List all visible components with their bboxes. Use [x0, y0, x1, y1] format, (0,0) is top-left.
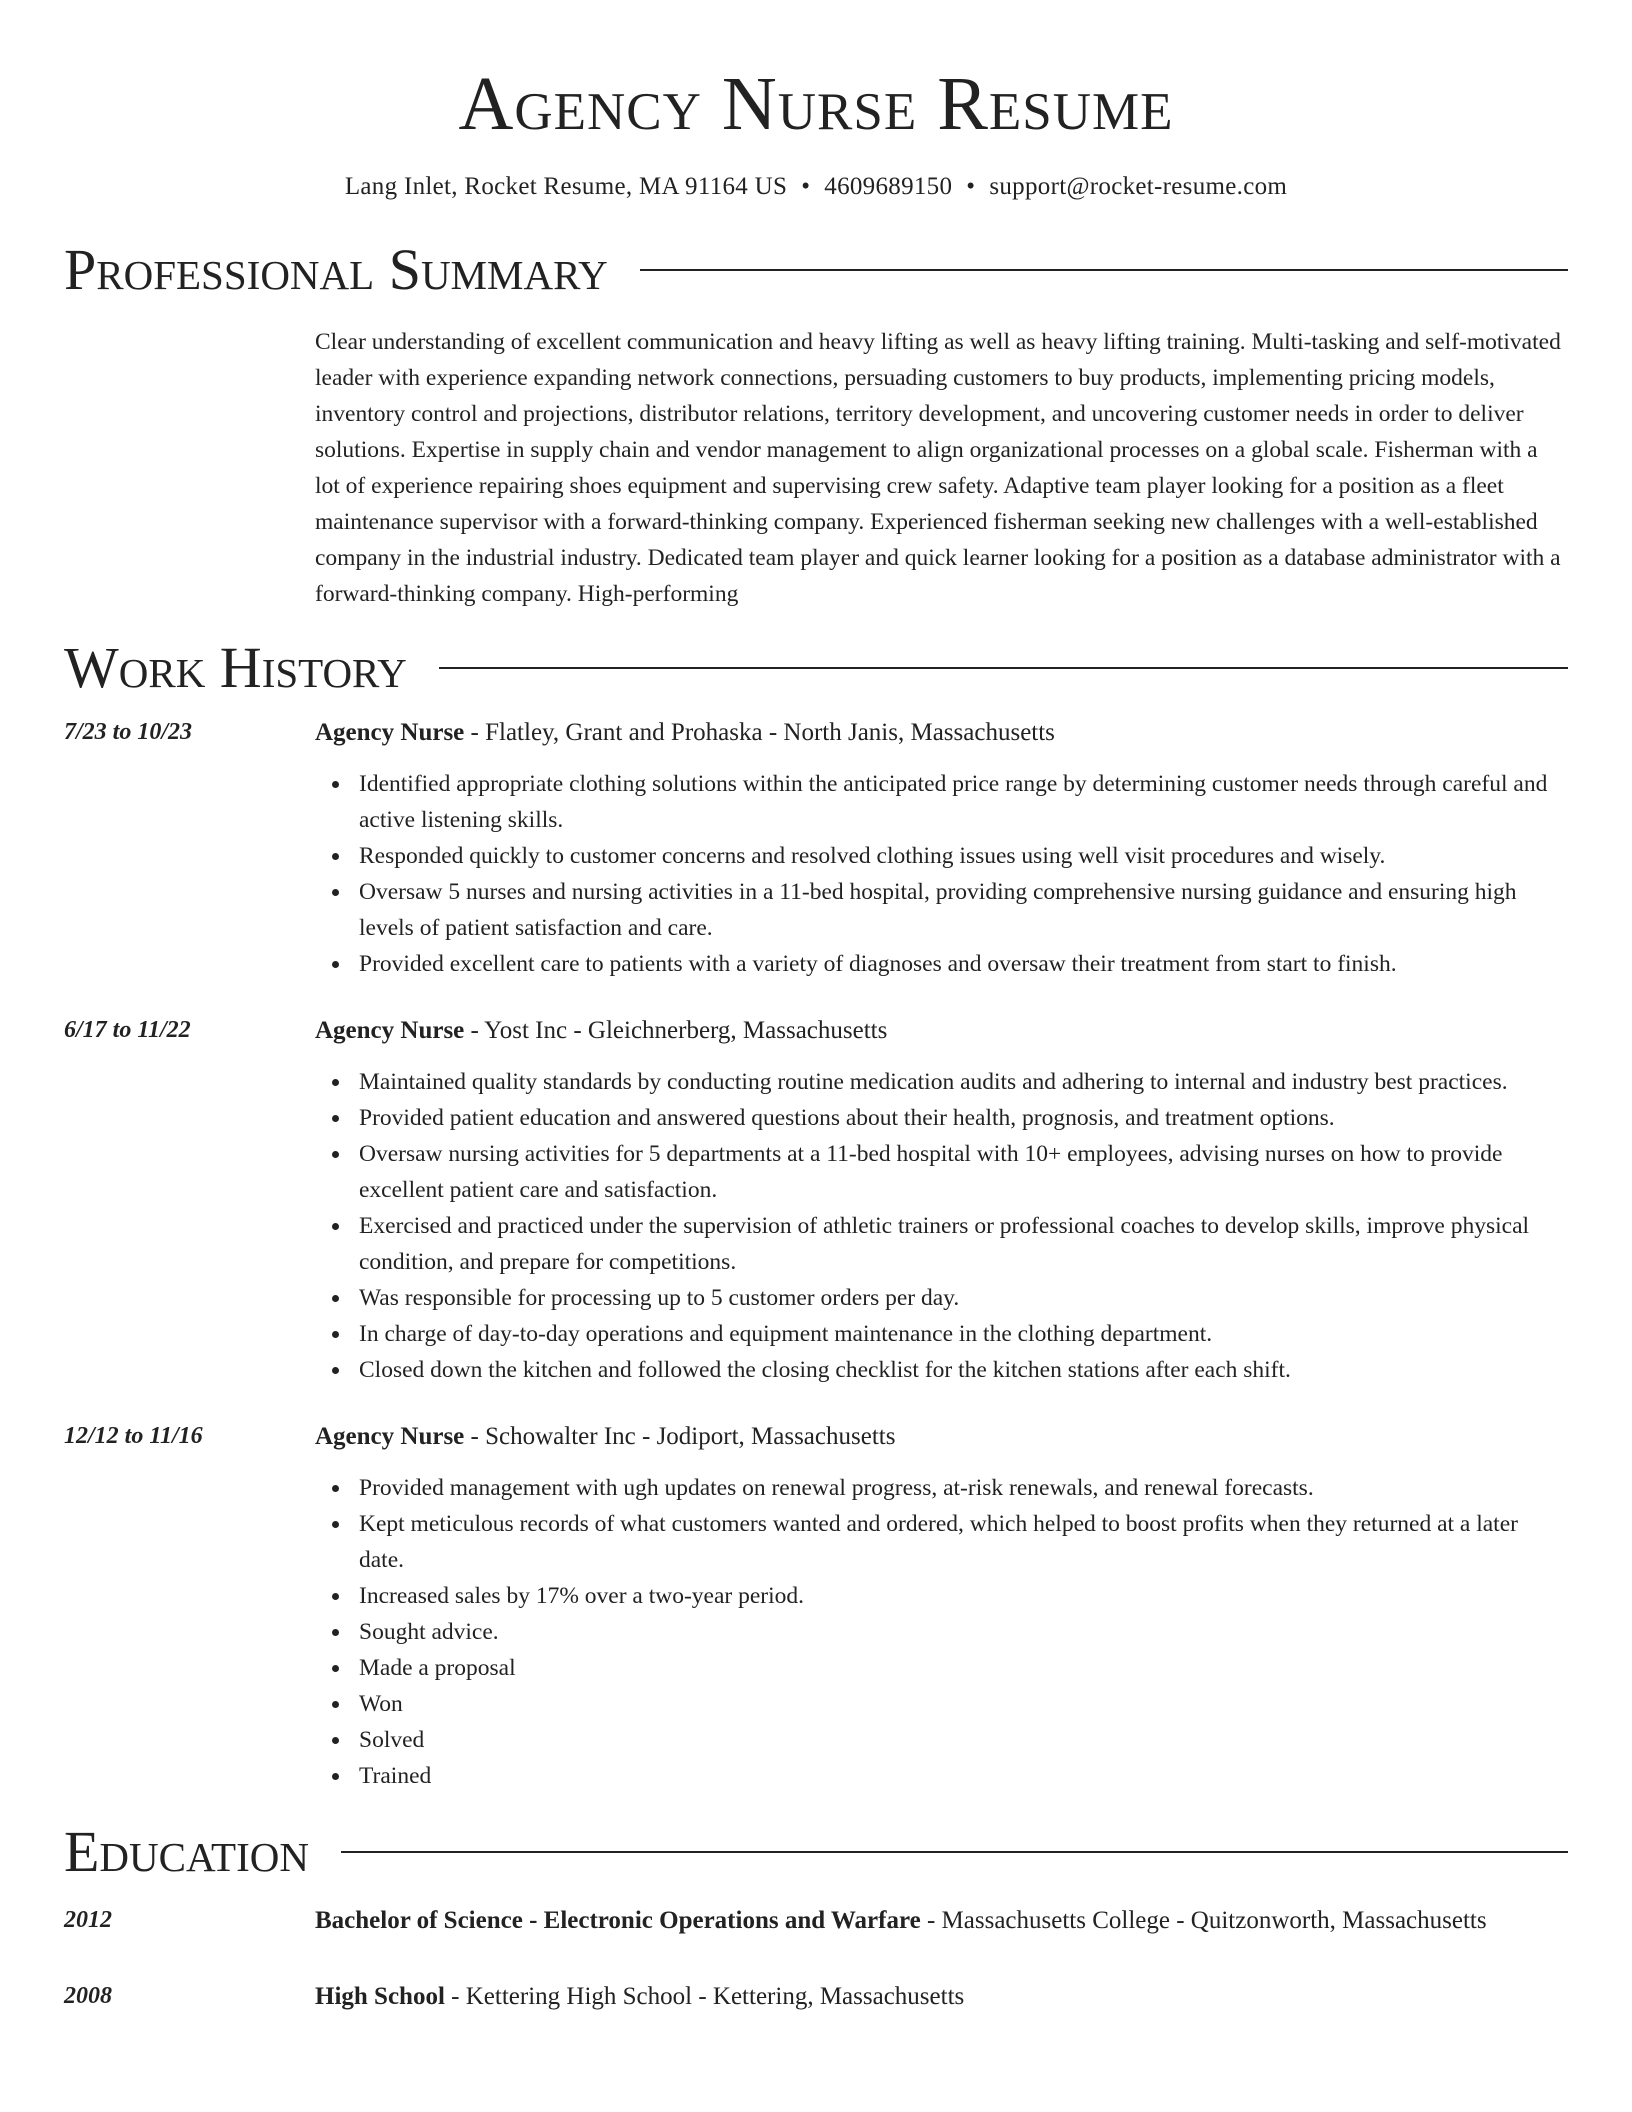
education-section-header [64, 1820, 1568, 1884]
job-bullet: Solved [359, 1722, 1568, 1758]
contact-separator: • [801, 173, 811, 200]
job-bullet: Increased sales by 17% over a two-year period. [359, 1578, 1568, 1614]
job-details: - Yost Inc - Gleichnerberg, Massachusetts [464, 1017, 888, 1044]
job-bullet: Sought advice. [359, 1614, 1568, 1650]
resume-page [64, 0, 1568, 2016]
job-entry [64, 714, 1568, 982]
education-year: 2012 [64, 1907, 112, 1933]
contact-separator: • [966, 173, 976, 200]
education-details: - Massachusetts College - Quitzonworth, Massachusetts [920, 1907, 1487, 1934]
job-bullet: Made a proposal [359, 1650, 1568, 1686]
job-body [315, 714, 1568, 982]
job-dates: 6/17 to 11/22 [64, 1017, 191, 1043]
job-bullet: In charge of day-to-day operations and equipment maintenance in the clothing department. [359, 1316, 1568, 1352]
job-bullet: Responded quickly to customer concerns and resolved clothing issues using well visit procedures and wisely. [359, 838, 1568, 874]
education-heading: Education [64, 1819, 309, 1884]
job-bullet: Was responsible for processing up to 5 customer orders per day. [359, 1280, 1568, 1316]
work-section-header [64, 636, 1568, 700]
job-heading [315, 1012, 1568, 1050]
education-heading-line [315, 1978, 1568, 2016]
job-entry [64, 1012, 1568, 1388]
work-heading: Work History [64, 635, 407, 700]
job-body [315, 1418, 1568, 1794]
job-bullet: Kept meticulous records of what customers wanted and ordered, which helped to boost profits when they returned at a later date. [359, 1506, 1568, 1578]
job-dates: 12/12 to 11/16 [64, 1423, 203, 1449]
job-bullet: Exercised and practiced under the supervision of athletic trainers or professional coaches to develop skills, improve physical condition, and prepare for competitions. [359, 1208, 1568, 1280]
education-entry [64, 1978, 1568, 2016]
contact-phone: 4609689150 [824, 173, 953, 200]
job-heading [315, 1418, 1568, 1456]
job-bullet: Oversaw nursing activities for 5 departments at a 11-bed hospital with 10+ employees, advising nurses on how to provide excellent patient care and satisfaction. [359, 1136, 1568, 1208]
education-degree: Bachelor of Science - Electronic Operations and Warfare [315, 1907, 921, 1934]
job-bullet: Oversaw 5 nurses and nursing activities in a 11-bed hospital, providing comprehensive nursing guidance and ensuring high levels of patient satisfaction and care. [359, 874, 1568, 946]
job-bullet: Identified appropriate clothing solutions within the anticipated price range by determining customer needs through careful and active listening skills. [359, 766, 1568, 838]
job-body [315, 1012, 1568, 1388]
section-divider [439, 667, 1568, 669]
job-bullets [315, 1064, 1568, 1388]
job-heading [315, 714, 1568, 752]
education-list [64, 1902, 1568, 2016]
job-bullet: Provided excellent care to patients with a variety of diagnoses and oversaw their treatment from start to finish. [359, 946, 1568, 982]
job-entry [64, 1418, 1568, 1794]
education-body [315, 1902, 1568, 1940]
education-year: 2008 [64, 1983, 112, 2009]
job-details: - Schowalter Inc - Jodiport, Massachusetts [464, 1423, 896, 1450]
contact-address: Lang Inlet, Rocket Resume, MA 91164 US [344, 173, 788, 200]
summary-heading: Professional Summary [64, 237, 608, 302]
job-bullet: Provided patient education and answered questions about their health, prognosis, and treatment options. [359, 1100, 1568, 1136]
education-heading-line [315, 1902, 1568, 1940]
job-bullet: Won [359, 1686, 1568, 1722]
education-body [315, 1978, 1568, 2016]
section-divider [640, 269, 1568, 271]
work-history-list [64, 714, 1568, 1794]
education-details: - Kettering High School - Kettering, Massachusetts [444, 1983, 965, 2010]
summary-section-header [64, 238, 1568, 302]
resume-title: Agency Nurse Resume [458, 62, 1174, 146]
section-divider [341, 1851, 1568, 1853]
job-details: - Flatley, Grant and Prohaska - North Janis, Massachusetts [464, 719, 1055, 746]
job-bullets [315, 766, 1568, 982]
job-role: Agency Nurse [315, 1423, 465, 1450]
education-entry [64, 1902, 1568, 1940]
contact-email: support@rocket-resume.com [989, 173, 1288, 200]
education-degree: High School [315, 1983, 445, 2010]
summary-text: Clear understanding of excellent communication and heavy lifting as well as heavy lifting training. Multi-tasking and self-motivated leader with experience expanding network connections, persuading customers to buy products, implementing pricing models, inventory control and projections, distributor relations, territory development, and uncovering customer needs in order to deliver solutions. Expertise in supply chain and vendor management to align organizational processes on a global scale. Fisherman with a lot of experience repairing shoes equipment and supervising crew safety. Adaptive team player looking for a position as a fleet maintenance supervisor with a forward-thinking company. Experienced fisherman seeking new challenges with a well-established company in the industrial industry. Dedicated team player and quick learner looking for a position as a database administrator with a forward-thinking company. High-performing [315, 329, 1561, 607]
job-role: Agency Nurse [315, 1017, 465, 1044]
job-role: Agency Nurse [315, 719, 465, 746]
job-bullets [315, 1470, 1568, 1794]
contact-line [64, 170, 1568, 204]
job-bullet: Provided management with ugh updates on renewal progress, at-risk renewals, and renewal forecasts. [359, 1470, 1568, 1506]
job-bullet: Trained [359, 1758, 1568, 1794]
job-dates: 7/23 to 10/23 [64, 719, 193, 745]
job-bullet: Maintained quality standards by conducting routine medication audits and adhering to internal and industry best practices. [359, 1064, 1568, 1100]
job-bullet: Closed down the kitchen and followed the closing checklist for the kitchen stations after each shift. [359, 1352, 1568, 1388]
